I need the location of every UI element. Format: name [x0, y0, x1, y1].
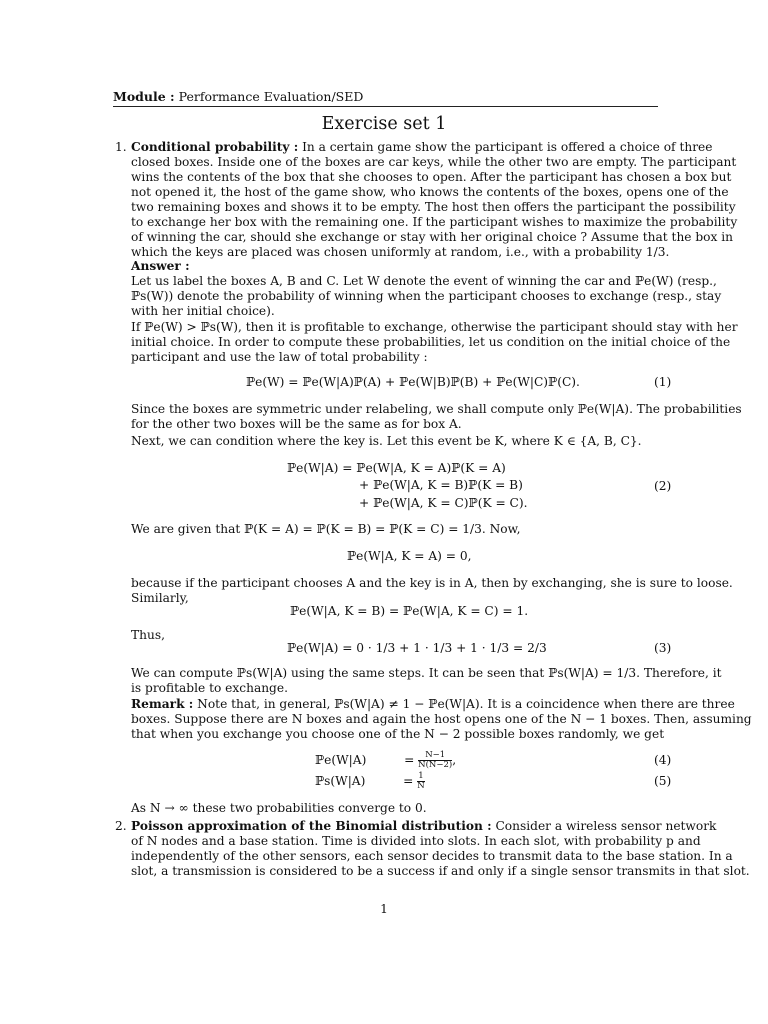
equation-4-comma: , — [452, 753, 457, 767]
exercise-1-text: of winning the car, should she exchange or stay with her original choice ? Assume that the box in — [131, 230, 734, 244]
exercise-2-text: of N nodes and a base station. Time is divided into slots. In each slot, with probability p and — [131, 834, 701, 848]
equation-5-lhs: ℙs(W|A) — [315, 774, 366, 788]
exercise-2-text: slot, a transmission is considered to be a success if and only if a single sensor transmits in that slot. — [131, 864, 750, 878]
answer-text: participant and use the law of total probability : — [131, 350, 428, 364]
equation-2-line: + ℙe(W|A, K = B)ℙ(K = B) — [359, 478, 523, 492]
equation-4-number: (4) — [654, 753, 672, 767]
exercise-1-text: which the keys are placed was chosen uniformly at random, i.e., with a probability 1/3. — [131, 245, 670, 259]
equation-3-number: (3) — [654, 641, 672, 655]
page-number: 1 — [380, 902, 388, 916]
equation-4-lhs: ℙe(W|A) — [315, 753, 367, 767]
answer-text: is profitable to exchange. — [131, 681, 288, 695]
exercise-1-text: two remaining boxes and shows it to be empty. The host then offers the participant the possibility — [131, 200, 736, 214]
answer-text: Thus, — [131, 628, 165, 642]
answer-label — [131, 259, 190, 274]
exercise-2-text: Consider a wireless sensor network — [491, 819, 717, 833]
exercise-1-text: In a certain game show the participant is offered a choice of three — [298, 140, 713, 154]
exercise-2-number: 2. — [115, 819, 127, 833]
remark-text: boxes. Suppose there are N boxes and again the host opens one of the N − 1 boxes. Then, assuming — [131, 712, 752, 726]
answer-text: because if the participant chooses A and the key is in A, then by exchanging, she is sure to loose. — [131, 576, 733, 590]
equation-3: ℙe(W|A) = 0 · 1/3 + 1 · 1/3 + 1 · 1/3 = 2/3 — [287, 641, 547, 655]
exercise-1-text: not opened it, the host of the game show, who knows the contents of the boxes, opens one of the — [131, 185, 729, 199]
exercise-2-text: independently of the other sensors, each sensor decides to transmit data to the base station. In a — [131, 849, 733, 863]
answer-text: with her initial choice). — [131, 304, 275, 318]
remark-label: Remark : — [131, 697, 194, 711]
exercise-1-heading: Conditional probability : — [131, 140, 299, 154]
module-value: Performance Evaluation/SED — [174, 89, 364, 104]
equation-5-equals: = — [403, 774, 414, 788]
answer-text: Let us label the boxes A, B and C. Let W denote the event of winning the car and ℙe(W) (resp., — [131, 274, 717, 288]
answer-text: for the other two boxes will be the same as for box A. — [131, 417, 462, 431]
answer-text: initial choice. In order to compute these probabilities, let us condition on the initial choice of the — [131, 335, 731, 349]
equation-4 — [315, 751, 456, 770]
exercise-1-number: 1. — [115, 140, 127, 154]
equation-2-number: (2) — [654, 479, 672, 493]
header-rule — [113, 106, 658, 107]
equation-2-line: + ℙe(W|A, K = C)ℙ(K = C). — [359, 496, 528, 510]
module-line — [113, 89, 363, 104]
exercise-1-text: to exchange her box with the remaining one. If the participant wishes to maximize the probability — [131, 215, 738, 229]
exercise-1-text: closed boxes. Inside one of the boxes are car keys, while the other two are empty. The participant — [131, 155, 737, 169]
remark-text: that when you exchange you choose one of the N − 2 possible boxes randomly, we get — [131, 727, 665, 741]
answer-text: Next, we can condition where the key is. Let this event be K, where K ∈ {A, B, C}. — [131, 434, 642, 448]
answer-label-text: Answer : — [131, 259, 190, 273]
equation-4-fraction — [418, 751, 452, 770]
answer-text: We can compute ℙs(W|A) using the same steps. It can be seen that ℙs(W|A) = 1/3. Therefore, it — [131, 666, 722, 680]
exercise-1-first-line — [131, 140, 712, 155]
answer-text: We are given that ℙ(K = A) = ℙ(K = B) = ℙ(K = C) = 1/3. Now, — [131, 522, 521, 536]
exercise-1-text: wins the contents of the box that she chooses to open. After the participant has chosen a box but — [131, 170, 732, 184]
equation-1-number: (1) — [654, 375, 672, 389]
equation-2-line: ℙe(W|A) = ℙe(W|A, K = A)ℙ(K = A) — [287, 461, 506, 475]
equation-zero: ℙe(W|A, K = A) = 0, — [347, 549, 472, 563]
answer-text: ℙs(W)) denote the probability of winning when the participant chooses to exchange (resp., stay — [131, 289, 722, 303]
remark-first-line — [131, 697, 735, 712]
answer-text: Similarly, — [131, 591, 189, 605]
answer-text: As N → ∞ these two probabilities converge to 0. — [131, 801, 427, 815]
page-title: Exercise set 1 — [321, 114, 447, 134]
equation-5 — [315, 772, 425, 791]
answer-text: If ℙe(W) > ℙs(W), then it is profitable to exchange, otherwise the participant should stay with her — [131, 320, 738, 334]
equation-4-numerator: N−1 — [418, 751, 452, 761]
exercise-2-heading: Poisson approximation of the Binomial distribution : — [131, 819, 492, 833]
equation-5-denominator: N — [417, 781, 425, 791]
equation-5-number: (5) — [654, 774, 672, 788]
exercise-2-first-line — [131, 819, 716, 834]
equation-1: ℙe(W) = ℙe(W|A)ℙ(A) + ℙe(W|B)ℙ(B) + ℙe(W|C)ℙ(C). — [246, 375, 580, 389]
module-label: Module : — [113, 89, 175, 104]
equation-4-denominator: N(N−2) — [418, 760, 453, 770]
remark-text: Note that, in general, ℙs(W|A) ≠ 1 − ℙe(W|A). It is a coincidence when there are three — [193, 697, 735, 711]
equation-5-fraction — [417, 772, 424, 791]
equation-4-equals: = — [404, 753, 415, 767]
equation-one: ℙe(W|A, K = B) = ℙe(W|A, K = C) = 1. — [290, 604, 529, 618]
answer-text: Since the boxes are symmetric under relabeling, we shall compute only ℙe(W|A). The probabilities — [131, 402, 742, 416]
equation-5-numerator: 1 — [418, 771, 424, 781]
